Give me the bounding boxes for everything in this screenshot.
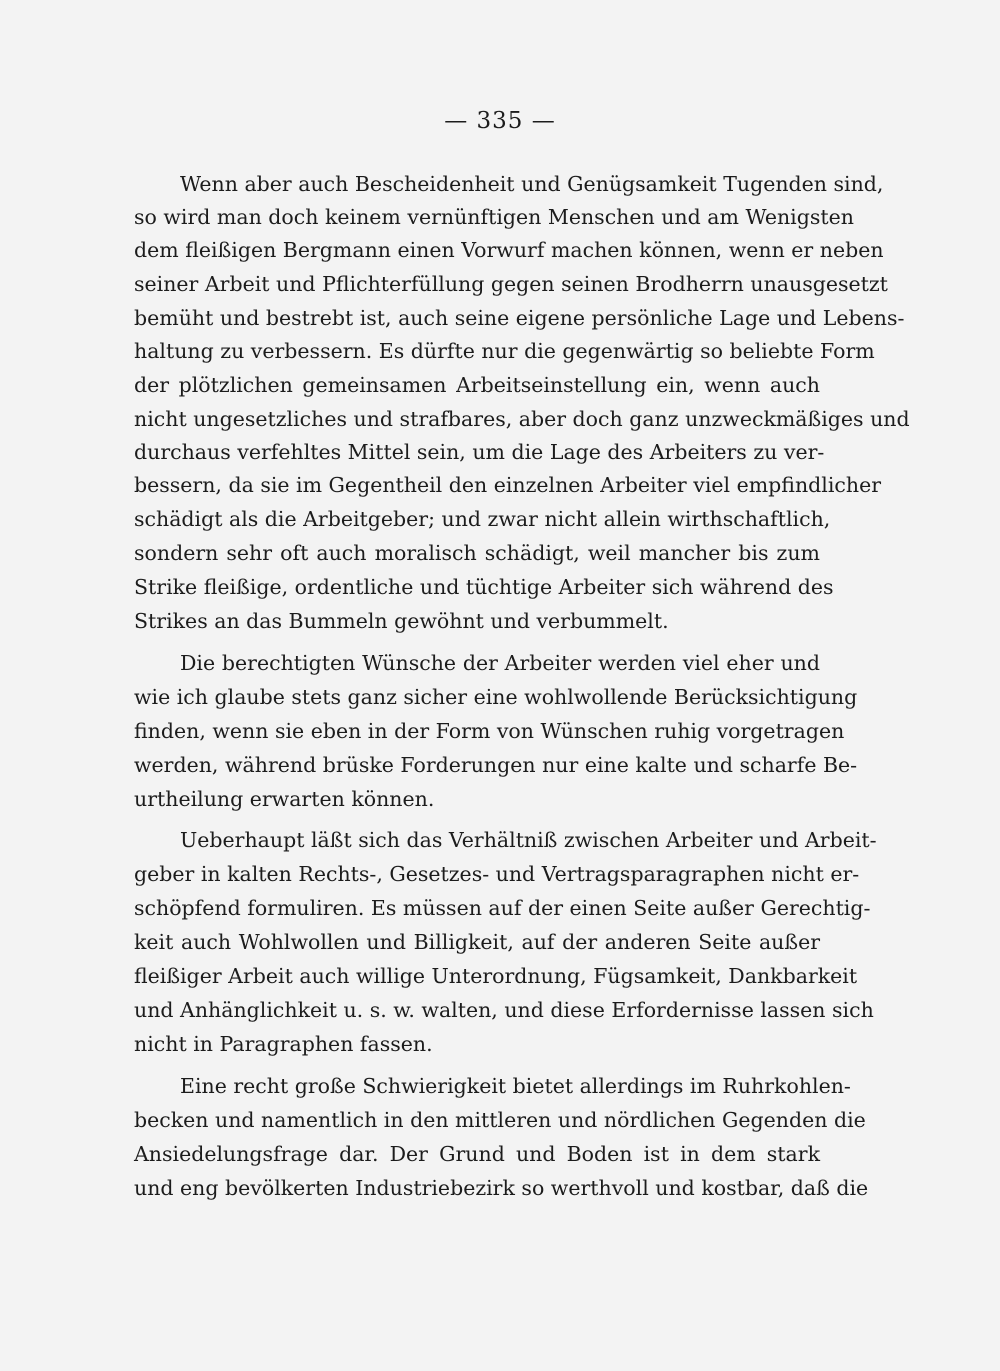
text-line: bessern, da sie im Gegentheil den einzelnen Arbeiter viel empfindlicher [134,473,881,497]
text-line: Ueberhaupt läßt sich das Verhältniß zwischen Arbeiter und Arbeit- [180,828,877,852]
text-line: Ansiedelungsfrage dar. Der Grund und Boden ist in dem stark [134,1142,820,1166]
text-line: geber in kalten Rechts-, Gesetzes- und Vertragsparagraphen nicht er- [134,862,860,886]
text-line: keit auch Wohlwollen und Billigkeit, auf der anderen Seite außer [134,930,820,954]
text-line: werden, während brüske Forderungen nur eine kalte und scharfe Be- [134,753,858,777]
text-line: Strikes an das Bummeln gewöhnt und verbummelt. [134,609,669,633]
text-line: und eng bevölkerten Industriebezirk so werthvoll und kostbar, daß die [134,1176,869,1200]
text-line: so wird man doch keinem vernünftigen Menschen und am Wenigsten [134,205,854,229]
text-line: seiner Arbeit und Pflichterfüllung gegen seinen Brodherrn unausgesetzt [134,272,888,296]
text-line: fleißiger Arbeit auch willige Unterordnung, Fügsamkeit, Dankbarkeit [134,964,858,988]
text-line: dem fleißigen Bergmann einen Vorwurf machen können, wenn er neben [134,238,884,262]
text-line: Die berechtigten Wünsche der Arbeiter werden viel eher und [180,651,820,675]
text-line: schöpfend formuliren. Es müssen auf der einen Seite außer Gerechtig- [134,896,871,920]
text-line: durchaus verfehltes Mittel sein, um die Lage des Arbeiters zu ver- [134,440,825,464]
text-line: nicht ungesetzliches und strafbares, aber doch ganz unzweckmäßiges und [134,407,910,431]
text-line: schädigt als die Arbeitgeber; und zwar nicht allein wirthschaftlich, [134,507,831,531]
page-number: — 335 — [444,108,556,134]
text-line: Strike fleißige, ordentliche und tüchtige Arbeiter sich während des [134,575,834,599]
text-line: nicht in Paragraphen fassen. [134,1032,433,1056]
text-line: der plötzlichen gemeinsamen Arbeitseinstellung ein, wenn auch [134,373,820,397]
text-line: und Anhänglichkeit u. s. w. walten, und diese Erfordernisse lassen sich [134,998,874,1022]
text-line: becken und namentlich in den mittleren und nördlichen Gegenden die [134,1108,866,1132]
text-line: haltung zu verbessern. Es dürfte nur die gegenwärtig so beliebte Form [134,339,875,363]
text-line: bemüht und bestrebt ist, auch seine eigene persönliche Lage und Lebens- [134,306,905,330]
text-line: Eine recht große Schwierigkeit bietet allerdings im Ruhrkohlen- [180,1074,851,1098]
text-line: wie ich glaube stets ganz sicher eine wohlwollende Berücksichtigung [134,685,858,709]
text-line: sondern sehr oft auch moralisch schädigt, weil mancher bis zum [134,541,820,565]
text-line: urtheilung erwarten können. [134,787,435,811]
text-line: Wenn aber auch Bescheidenheit und Genügsamkeit Tugenden sind, [180,172,884,196]
text-line: finden, wenn sie eben in der Form von Wünschen ruhig vorgetragen [134,719,845,743]
